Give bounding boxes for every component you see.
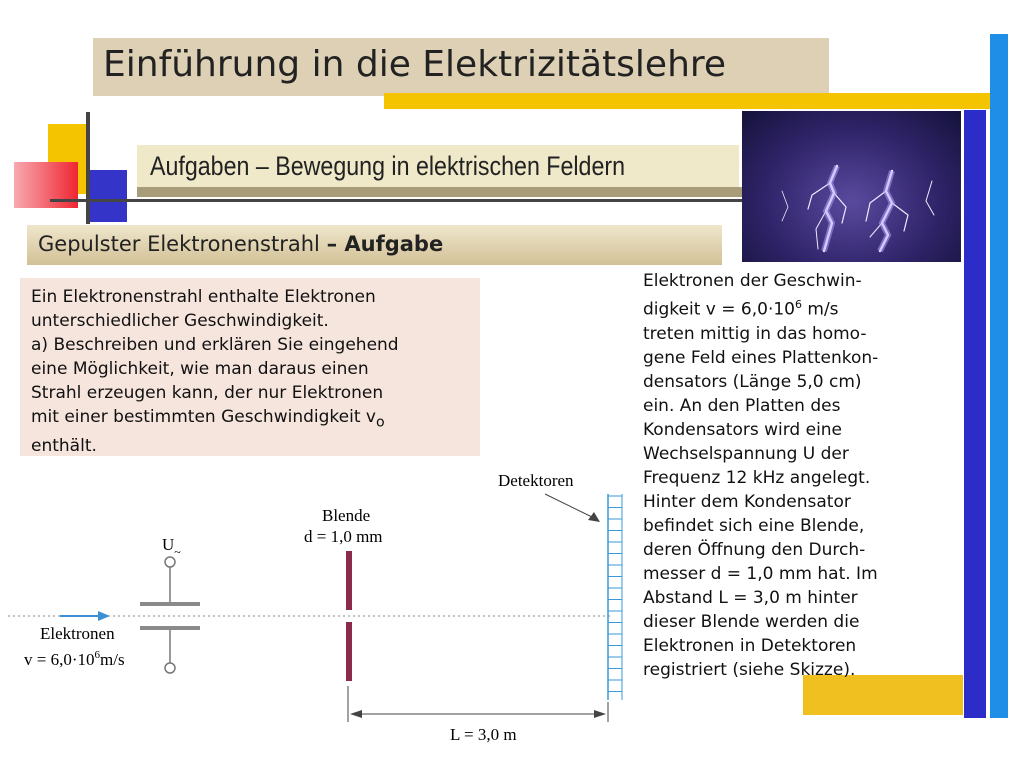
title-underline: [384, 93, 990, 109]
distance-label: L = 3,0 m: [450, 725, 517, 744]
experiment-diagram: [0, 460, 640, 760]
capacitor: [140, 557, 200, 673]
detector-label: Detektoren: [498, 471, 574, 490]
subtitle-underline: [137, 187, 743, 197]
detector-pointer: [545, 494, 594, 518]
info-exponent: 6: [794, 298, 802, 311]
decor-horizontal-line: [50, 199, 750, 202]
section-heading: [38, 232, 443, 256]
section-suffix: – Aufgabe: [326, 232, 444, 256]
voltage-label: $U_\sim$: [162, 535, 181, 559]
right-accent-bar: [990, 34, 1008, 718]
task-end: enthält.: [31, 436, 97, 457]
electrons-label: Elektronen: [40, 624, 115, 643]
info-text-part-1: Elektronen der Geschwin- digkeit v = 6,0·10: [643, 271, 862, 320]
subtitle: Aufgaben – Bewegung in elektrischen Feldern: [150, 151, 626, 181]
section-title: Gepulster Elektronenstrahl: [38, 232, 320, 256]
right-accent-bar-inner: [964, 110, 986, 718]
task-body: Ein Elektronenstrahl enthalte Elektronen unterschiedlicher Geschwindigkeit. a) Beschreiben und erklären Sie eingehend eine Möglichkeit, wie man daraus einen Strahl erzeugen kann, der nur Elektronen mit einer bestimmten Geschwindigkeit v: [31, 287, 399, 427]
aperture-label: Blende: [322, 506, 371, 525]
task-subscript: o: [375, 414, 385, 431]
aperture-lower: [346, 622, 352, 681]
page-title: Einführung in die Elektrizitätslehre: [103, 44, 727, 85]
aperture-upper: [346, 551, 352, 610]
beam-arrow-head: [98, 611, 110, 621]
decor-blue-square: [89, 170, 127, 222]
distance-dimension: [348, 686, 608, 722]
detector-array: [608, 494, 622, 700]
decor-vertical-line: [86, 112, 90, 224]
aperture-diameter: d = 1,0 mm: [304, 527, 383, 546]
lightning-photo: [742, 111, 961, 262]
detector-pointer-head: [588, 512, 600, 522]
info-text-part-2: m/s treten mittig in das homo- gene Feld eines Plattenkon- densators (Länge 5,0 cm) ein. An den Platten des Kondensators wird eine Wechselspannung U der Frequenz 12 kHz angelegt. Hinter dem Kondensator befindet sich eine Blende, deren Öffnung den Durch- messer d = 1,0 mm hat. Im Abstand L = 3,0 m hinter dieser Blende werden die Elektronen in Detektoren registriert (siehe Skizze).: [643, 299, 879, 680]
task-text: [31, 285, 476, 458]
info-text: [643, 269, 943, 682]
velocity-label: $v = 6,0\cdot 10^6m/s$: [24, 649, 125, 669]
